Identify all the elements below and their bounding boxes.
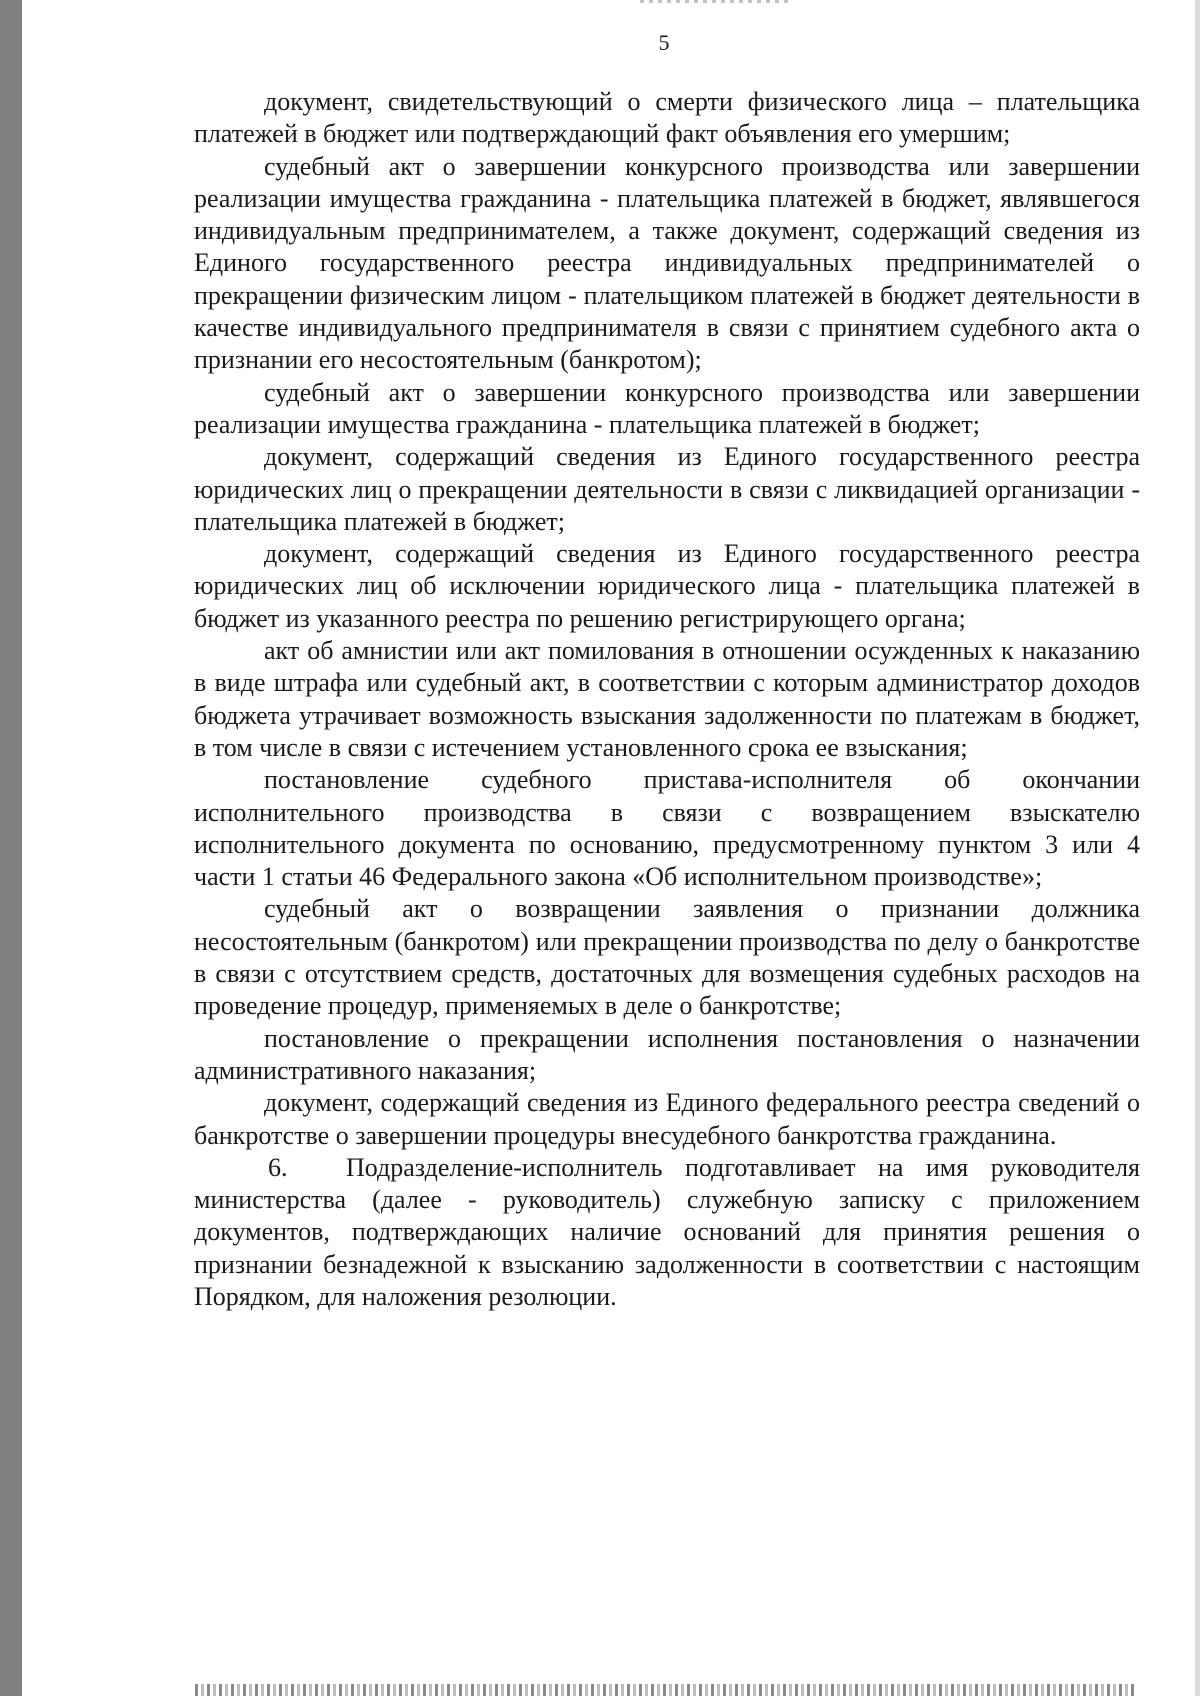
numbered-item-6 (194, 1152, 1140, 1313)
paragraph-exclusion-from-register: документ, содержащий сведения из Единого государственного реестра юридических лиц об исключении юридического лица - плательщика платежей в бюджет из указанного реестра по решению регистрирующего органа; (194, 539, 1140, 633)
item-text: Подразделение-исполнитель подготавливает на имя руководителя министерства (далее - руководитель) служебную записку с приложением документов, подтверждающих наличие оснований для принятия решения о признании безнадежной к взысканию задолженности в соответствии с настоящим Порядком, для наложения резолюции. (194, 1152, 1140, 1311)
paragraph-death-document: документ, свидетельствующий о смерти физического лица – плательщика платежей в бюджет или подтверждающий факт объявления его умершим; (194, 87, 1140, 149)
paragraph-returned-application: судебный акт о возвращении заявления о признании должника несостоятельным (банкротом) или прекращении производства по делу о банкротстве в связи с отсутствием средств, достаточных для возмещения судебных расходов на проведение процедур, применяемых в деле о банкротстве; (194, 894, 1140, 1021)
paragraph-termination-of-execution: постановление о прекращении исполнения постановления о назначении административного наказания; (194, 1023, 1140, 1085)
scan-right-border (1195, 0, 1200, 1696)
page-number: 5 (658, 30, 670, 55)
paragraph-amnesty: акт об амнистии или акт помилования в отношении осужденных к наказанию в виде штрафа или судебный акт, в соответствии с которым администратор доходов бюджета утрачивает возможность взыскания задолженности по платежам в бюджет, в том числе в связи с истечением установленного срока ее взыскания; (194, 636, 1140, 762)
scan-left-border (0, 0, 22, 1696)
paragraph-bankruptcy-citizen: судебный акт о завершении конкурсного производства или завершении реализации имущества гражданина - плательщика платежей в бюджет; (194, 377, 1140, 439)
item-number: 6. (268, 1152, 288, 1182)
paragraph-out-of-court-bankruptcy: документ, содержащий сведения из Единого федерального реестра сведений о банкротстве о завершении процедуры внесудебного банкротства гражданина. (194, 1088, 1140, 1150)
paragraph-bankruptcy-entrepreneur: судебный акт о завершении конкурсного производства или завершении реализации имущества гражданина - плательщика платежей в бюджет, являвшегося индивидуальным предпринимателем, а также документ, содержащий сведения из Единого государственного реестра индивидуальных предпринимателей о прекращении физическим лицом - плательщиком платежей в бюджет деятельности в качестве индивидуального предпринимателя в связи с принятием судебного акта о признании его несостоятельным (банкротом); (194, 151, 1140, 375)
scan-top-artifact (640, 0, 790, 3)
document-body (194, 86, 1140, 1313)
paragraph-liquidation: документ, содержащий сведения из Единого государственного реестра юридических лиц о прекращении деятельности в связи с ликвидацией организации - плательщика платежей в бюджет; (194, 442, 1140, 536)
scan-bottom-artifact (195, 1684, 1135, 1696)
paragraph-bailiff-resolution: постановление судебного пристава-исполнителя об окончании исполнительного производства в связи с возвращением взыскателю исполнительного документа по основанию, предусмотренному пунктом 3 или 4 части 1 статьи 46 Федерального закона «Об исполнительном производстве»; (194, 765, 1140, 892)
